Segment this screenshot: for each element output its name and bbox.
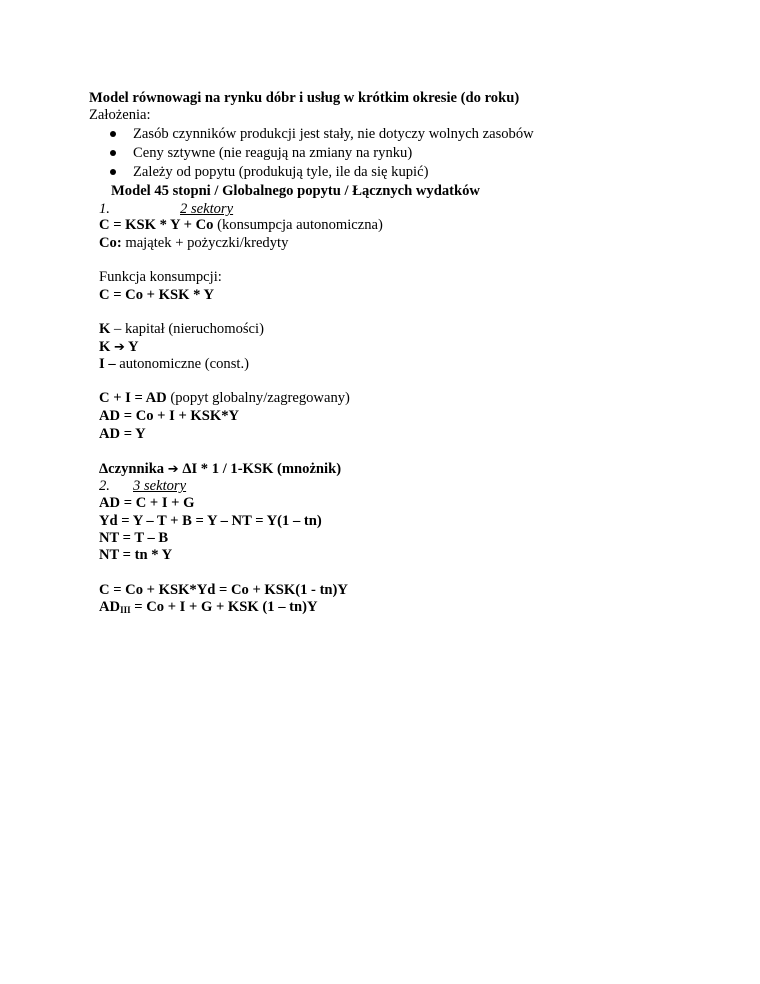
assumptions-label: Założenia: bbox=[89, 107, 151, 123]
k-desc: – kapitał (nieruchomości) bbox=[110, 321, 264, 337]
k-right: Y bbox=[128, 339, 139, 355]
co-label: Co: bbox=[99, 235, 122, 251]
section2-formula-5: C = Co + KSK*Yd = Co + KSK(1 - tn)Y bbox=[99, 582, 348, 598]
k-label: K bbox=[99, 321, 111, 337]
co-line bbox=[99, 235, 288, 252]
consumption-formula: C = KSK * Y + Co bbox=[99, 217, 214, 233]
ad-line bbox=[99, 390, 350, 407]
co-desc: majątek + pożyczki/kredyty bbox=[121, 235, 289, 251]
ad-rest: = Co + I + G + KSK (1 – tn)Y bbox=[130, 599, 318, 615]
section2-formula-6 bbox=[99, 599, 318, 616]
consumption-function-label: Funkcja konsumpcji: bbox=[99, 269, 222, 285]
section1-number: 1. bbox=[99, 201, 110, 217]
i-line bbox=[99, 356, 249, 373]
section2-formula-1: AD = C + I + G bbox=[99, 495, 195, 511]
ad-subscript: III bbox=[120, 605, 131, 615]
assumption-item: Zasób czynników produkcji jest stały, nie dotyczy wolnych zasobów bbox=[133, 126, 534, 142]
arrow-right-icon: ➔ bbox=[167, 462, 179, 477]
ad-note: (popyt globalny/zagregowany) bbox=[166, 390, 350, 406]
k-line bbox=[99, 321, 264, 338]
section1-title: 2 sektory bbox=[180, 201, 234, 217]
section2-formula-2: Yd = Y – T + B = Y – NT = Y(1 – tn) bbox=[99, 513, 322, 529]
section2-number: 2. bbox=[99, 478, 110, 494]
assumption-item: Ceny sztywne (nie reagują na zmiany na rynku) bbox=[133, 145, 413, 161]
bullet-icon bbox=[110, 150, 116, 156]
assumption-item: Zależy od popytu (produkują tyle, ile da się kupić) bbox=[133, 164, 429, 180]
ad-main: AD bbox=[99, 599, 121, 615]
section2-formula-3: NT = T – B bbox=[99, 530, 169, 546]
arrow-right-icon: ➔ bbox=[114, 340, 125, 355]
bullet-icon bbox=[110, 131, 116, 137]
document-title: Model równowagi na rynku dóbr i usług w krótkim okresie (do roku) bbox=[89, 90, 520, 106]
section2-formula-4: NT = tn * Y bbox=[99, 547, 173, 563]
k-to-y-line bbox=[99, 339, 139, 356]
bullet-icon bbox=[110, 169, 116, 175]
k-left: K bbox=[99, 339, 111, 355]
i-desc: autonomiczne (const.) bbox=[115, 356, 249, 372]
i-label: I – bbox=[99, 356, 116, 372]
ad-formula: C + I = AD bbox=[99, 390, 167, 406]
consumption-formula-line bbox=[99, 217, 383, 234]
ad-formula-3: AD = Y bbox=[99, 426, 146, 442]
model-heading: Model 45 stopni / Globalnego popytu / Łącznych wydatków bbox=[111, 183, 480, 199]
consumption-function-formula: C = Co + KSK * Y bbox=[99, 287, 215, 303]
multiplier-right: ΔI * 1 / 1-KSK (mnożnik) bbox=[182, 461, 342, 477]
section2-title: 3 sektory bbox=[133, 478, 187, 494]
consumption-note: (konsumpcja autonomiczna) bbox=[213, 217, 383, 233]
multiplier-left: Δczynnika bbox=[99, 461, 165, 477]
ad-formula-2: AD = Co + I + KSK*Y bbox=[99, 408, 240, 424]
multiplier-line bbox=[99, 461, 341, 478]
